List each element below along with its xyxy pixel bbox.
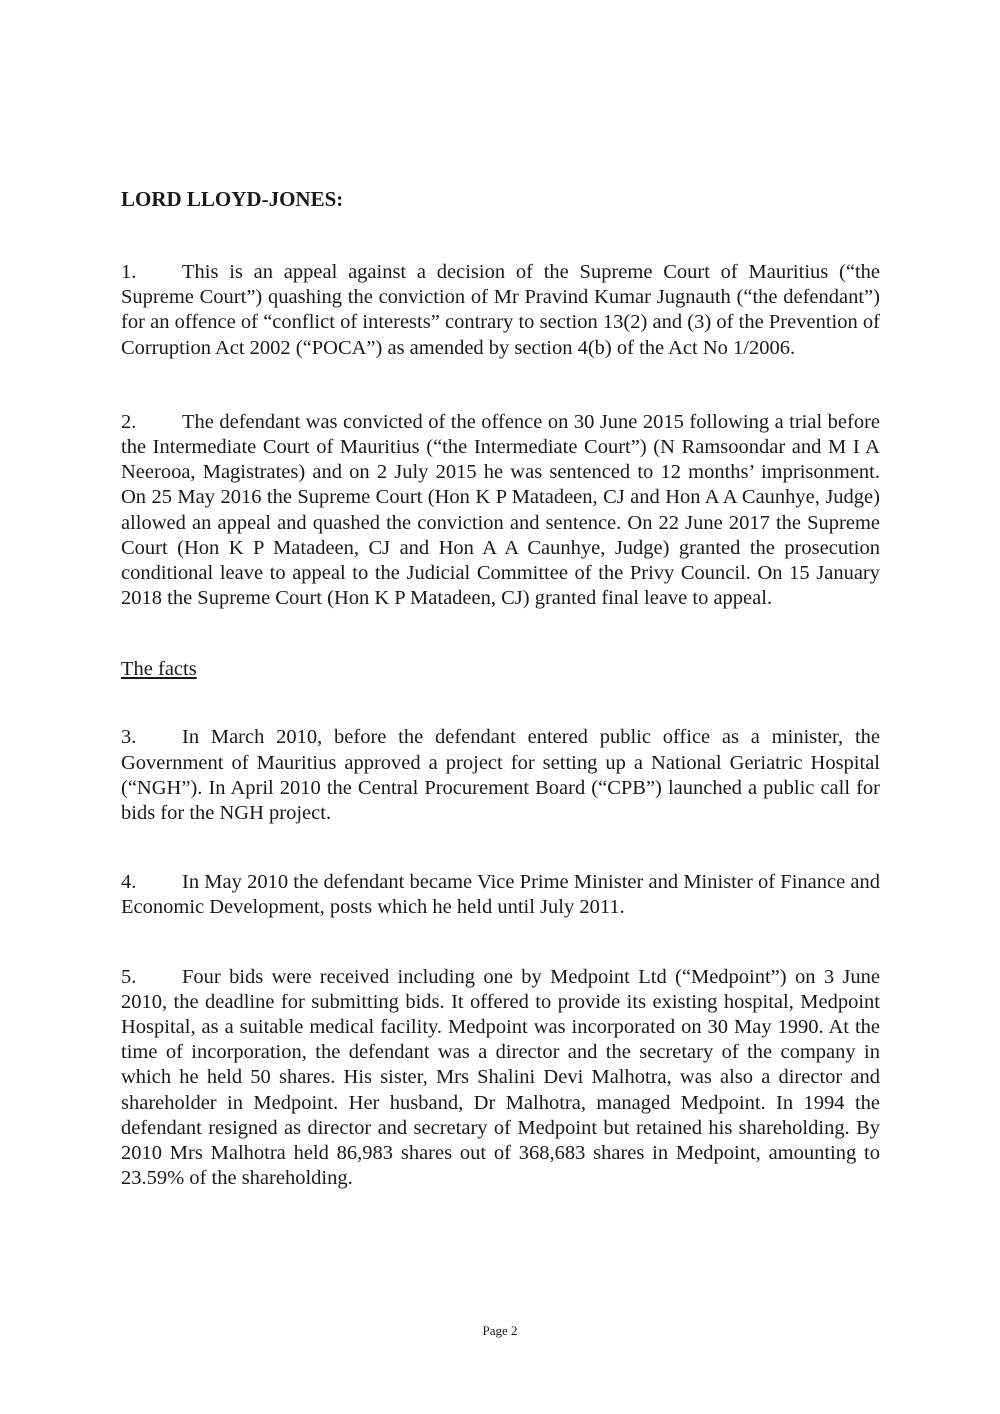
paragraph-5 <box>121 965 880 1192</box>
paragraph-number: 5. <box>121 965 137 988</box>
page-number: Page 2 <box>482 1323 518 1338</box>
paragraph-number: 4. <box>121 871 137 894</box>
paragraph-text: Four bids were received including one by Medpoint Ltd (“Medpoint”) on 3 June 2010, the deadline for submitting bids. It offered to provide its existing hospital, Medpoint Hospital, as a suitable medical facility. Medpoint was incorporated on 30 May 1990. At the time of incorporation, the defendant was a director and the secretary of the company in which he held 50 shares. His sister, Mrs Shalini Devi Malhotra, was also a director and shareholder in Medpoint. Her husband, Dr Malhotra, managed Medpoint. In 1994 the defendant resigned as director and secretary of Medpoint but retained his shareholding. By 2010 Mrs Malhotra held 86,983 shares out of 368,683 shares in Medpoint, amounting to 23.59% of the shareholding. <box>121 965 880 1190</box>
paragraph-1 <box>121 260 880 361</box>
paragraph-text: In March 2010, before the defendant entered public office as a minister, the Government of Mauritius approved a project for setting up a National Geriatric Hospital (“NGH”). In April 2010 the Central Procurement Board (“CPB”) launched a public call for bids for the NGH project. <box>121 726 880 825</box>
paragraph-number: 1. <box>121 261 137 283</box>
judge-heading: LORD LLOYD-JONES: <box>121 187 344 211</box>
paragraph-text: This is an appeal against a decision of the Supreme Court of Mauritius (“the Supreme Court”) quashing the conviction of Mr Pravind Kumar Jugnauth (“the defendant”) for an offence of “conflict of interests” contrary to section 13(2) and (3) of the Prevention of Corruption Act 2002 (“POCA”) as amended by section 4(b) of the Act No 1/2006. <box>121 261 880 359</box>
section-title: The facts <box>121 658 197 681</box>
paragraph-2 <box>121 410 880 612</box>
paragraph-number: 3. <box>121 726 137 749</box>
paragraph-text: The defendant was convicted of the offence on 30 June 2015 following a trial before the Intermediate Court of Mauritius (“the Intermediate Court”) (N Ramsoondar and M I A Neerooa, Magistrates) and on 2 July 2015 he was sentenced to 12 months’ imprisonment. On 25 May 2016 the Supreme Court (Hon K P Matadeen, CJ and Hon A A Caunhye, Judge) allowed an appeal and quashed the conviction and sentence. On 22 June 2017 the Supreme Court (Hon K P Matadeen, CJ and Hon A A Caunhye, Judge) granted the prosecution conditional leave to appeal to the Judicial Committee of the Privy Council. On 15 January 2018 the Supreme Court (Hon K P Matadeen, CJ) granted final leave to appeal. <box>121 410 880 610</box>
paragraph-number: 2. <box>121 410 137 433</box>
document-page <box>121 186 880 1191</box>
paragraph-text: In May 2010 the defendant became Vice Prime Minister and Minister of Finance and Economic Development, posts which he held until July 2011. <box>121 871 880 919</box>
paragraph-3 <box>121 725 880 826</box>
paragraph-4 <box>121 870 880 920</box>
